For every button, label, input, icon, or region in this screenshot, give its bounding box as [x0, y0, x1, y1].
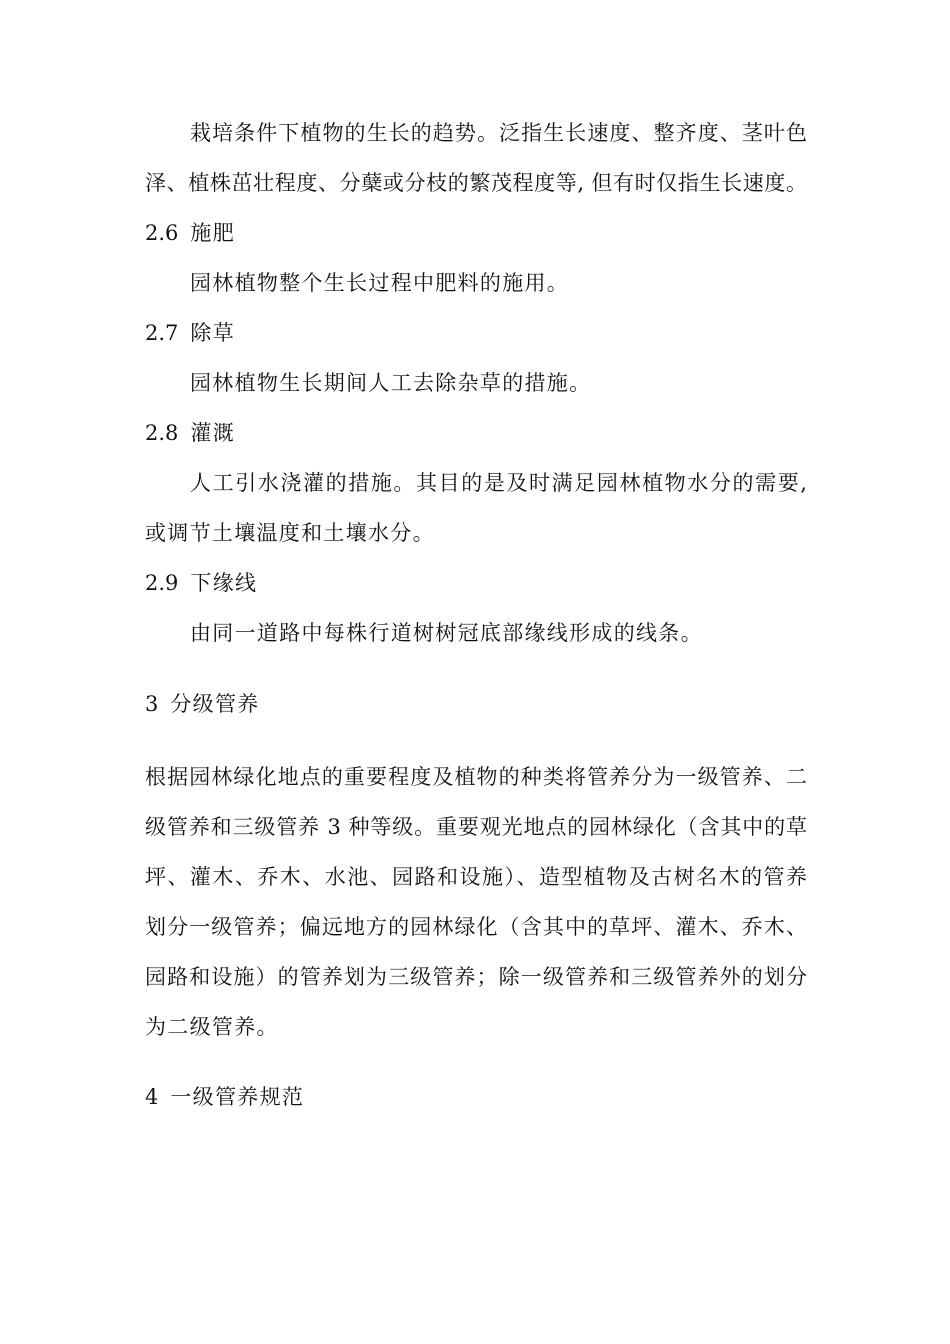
paragraph-line: 根据园林绿化地点的重要程度及植物的种类将管养分为一级管养、二 [145, 765, 807, 789]
section-heading-2-6 [145, 219, 235, 247]
section-heading-2-8 [145, 419, 235, 447]
chapter-heading-3 [145, 690, 260, 718]
paragraph-line: 园路和设施）的管养划为三级管养；除一级管养和三级管养外的划分 [145, 965, 807, 989]
section-number: 2.8 [145, 421, 179, 445]
section-number: 2.7 [145, 321, 179, 345]
section-title: 除草 [190, 321, 236, 345]
paragraph-line: 为二级管养。 [145, 1015, 279, 1039]
paragraph-line: 泽、植株茁壮程度、分蘖或分枝的繁茂程度等, 但有时仅指生长速度。 [145, 171, 807, 195]
section-heading-2-7 [145, 319, 235, 347]
section-number: 2.9 [145, 571, 179, 595]
chapter-heading-4 [145, 1083, 304, 1111]
paragraph-line: 级管养和三级管养 3 种等级。重要观光地点的园林绿化（含其中的草 [145, 815, 807, 839]
chapter-title: 分级管养 [170, 692, 260, 716]
paragraph-line: 栽培条件下植物的生长的趋势。泛指生长速度、整齐度、茎叶色 [190, 121, 807, 145]
paragraph-line: 划分一级管养；偏远地方的园林绿化（含其中的草坪、灌木、乔木、 [145, 915, 807, 939]
chapter-number: 4 [145, 1085, 159, 1109]
paragraph-line: 园林植物整个生长过程中肥料的施用。 [190, 271, 570, 295]
section-title: 灌溉 [190, 421, 236, 445]
section-title: 下缘线 [190, 571, 258, 595]
section-number: 2.6 [145, 221, 179, 245]
paragraph-line: 由同一道路中每株行道树树冠底部缘线形成的线条。 [190, 621, 703, 645]
chapter-number: 3 [145, 692, 159, 716]
paragraph-line: 人工引水浇灌的措施。其目的是及时满足园林植物水分的需要, [190, 471, 807, 495]
paragraph-line: 坪、灌木、乔木、水池、园路和设施）、造型植物及古树名木的管养 [145, 865, 807, 889]
section-title: 施肥 [190, 221, 236, 245]
chapter-title: 一级管养规范 [170, 1085, 305, 1109]
paragraph-line: 或调节土壤温度和土壤水分。 [145, 521, 435, 545]
paragraph-line: 园林植物生长期间人工去除杂草的措施。 [190, 371, 592, 395]
section-heading-2-9 [145, 569, 257, 597]
